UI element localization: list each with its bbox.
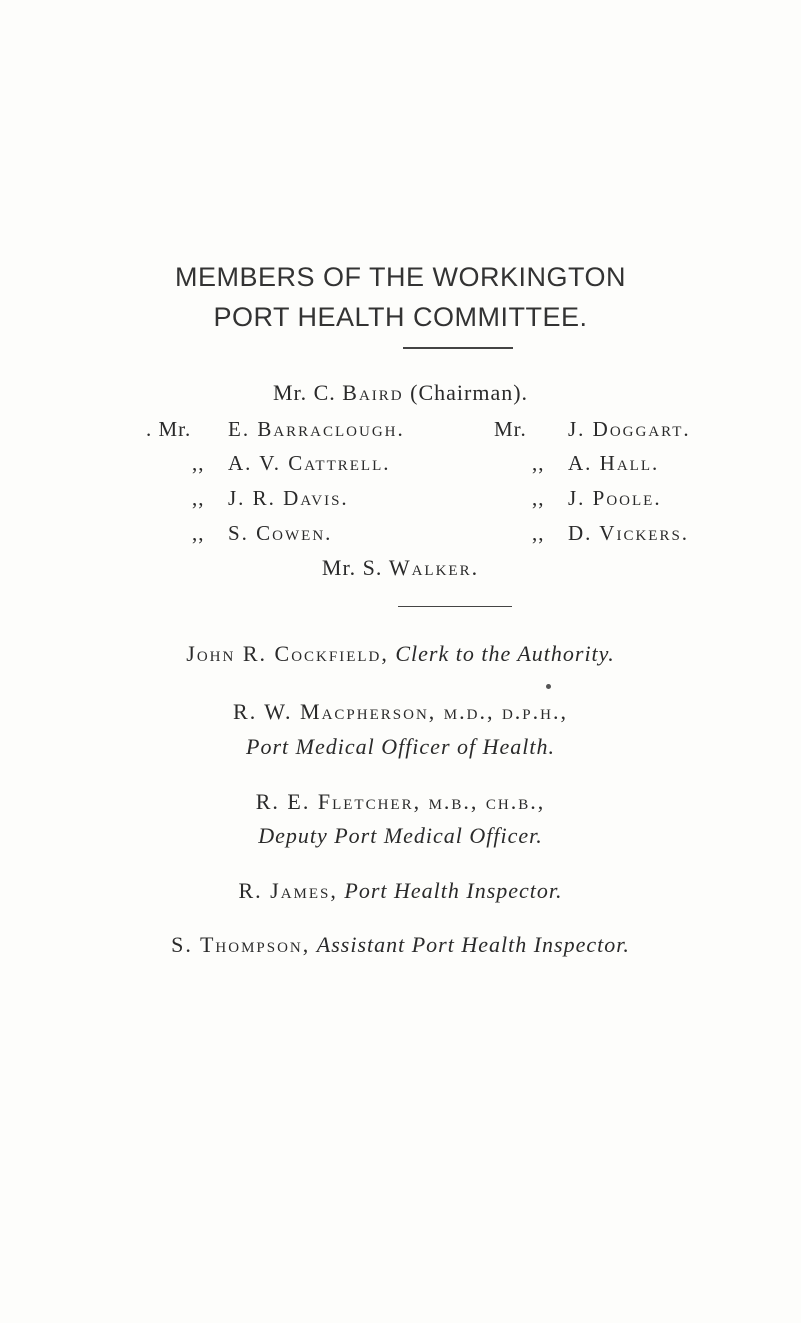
members-divider — [398, 606, 512, 607]
officer-title: Port Health Inspector. — [344, 878, 563, 903]
chairman-role: (Chairman). — [410, 380, 529, 405]
officer-assistant-inspector — [0, 932, 801, 958]
member-name: J. Poole. — [568, 486, 662, 510]
member-name: J. Doggart. — [568, 417, 691, 441]
member-prefix: ,, — [532, 521, 545, 545]
officer-name: R. James, — [238, 878, 338, 903]
officer-medical-officer-name — [0, 699, 801, 725]
member-prefix: ,, — [532, 451, 545, 475]
member-left-3 — [192, 486, 349, 511]
member-name: S. Cowen. — [228, 521, 333, 545]
officer-title: Deputy Port Medical Officer. — [258, 823, 543, 848]
title-divider — [403, 347, 513, 349]
member-left-4 — [192, 521, 333, 546]
officer-deputy-name — [0, 789, 801, 815]
chairman-line — [0, 380, 801, 406]
member-left-2 — [192, 451, 391, 476]
officer-title: Assistant Port Health Inspector. — [316, 932, 630, 957]
member-prefix: ,, — [192, 451, 205, 475]
chairman-prefix: Mr. C. — [272, 380, 343, 405]
member-right-2 — [532, 451, 660, 476]
ink-speck — [546, 684, 551, 689]
last-member-line — [0, 555, 801, 581]
member-right-1 — [494, 417, 691, 442]
officer-name: John R. Cockfield, — [186, 641, 389, 666]
chairman-name: Baird — [342, 380, 404, 405]
last-member-prefix: Mr. S. — [321, 555, 389, 580]
member-right-3 — [532, 486, 662, 511]
officer-title: Clerk to the Authority. — [395, 641, 615, 666]
officer-clerk — [0, 641, 801, 667]
member-name: D. Vickers. — [568, 521, 690, 545]
officer-deputy-title — [0, 823, 801, 849]
member-prefix: ,, — [192, 521, 205, 545]
officer-name: R. E. Fletcher, m.b., ch.b., — [255, 789, 546, 814]
member-prefix: Mr. — [494, 417, 527, 441]
officer-name: R. W. Macpherson, m.d., d.p.h., — [233, 699, 568, 724]
officer-inspector — [0, 878, 801, 904]
member-name: A. Hall. — [568, 451, 660, 475]
member-right-4 — [532, 521, 690, 546]
page-title-line-2: PORT HEALTH COMMITTEE. — [213, 302, 588, 332]
officer-medical-officer-title — [0, 734, 801, 760]
member-left-1 — [146, 417, 405, 442]
member-prefix: ,, — [532, 486, 545, 510]
officer-name: S. Thompson, — [171, 932, 311, 957]
member-prefix: . Mr. — [146, 417, 192, 441]
officer-title: Port Medical Officer of Health. — [246, 734, 555, 759]
page-title-line-1: MEMBERS OF THE WORKINGTON — [174, 262, 627, 292]
member-name: J. R. Davis. — [228, 486, 349, 510]
member-name: A. V. Cattrell. — [228, 451, 391, 475]
member-name: E. Barraclough. — [228, 417, 405, 441]
member-prefix: ,, — [192, 486, 205, 510]
last-member-name: Walker. — [388, 555, 480, 580]
